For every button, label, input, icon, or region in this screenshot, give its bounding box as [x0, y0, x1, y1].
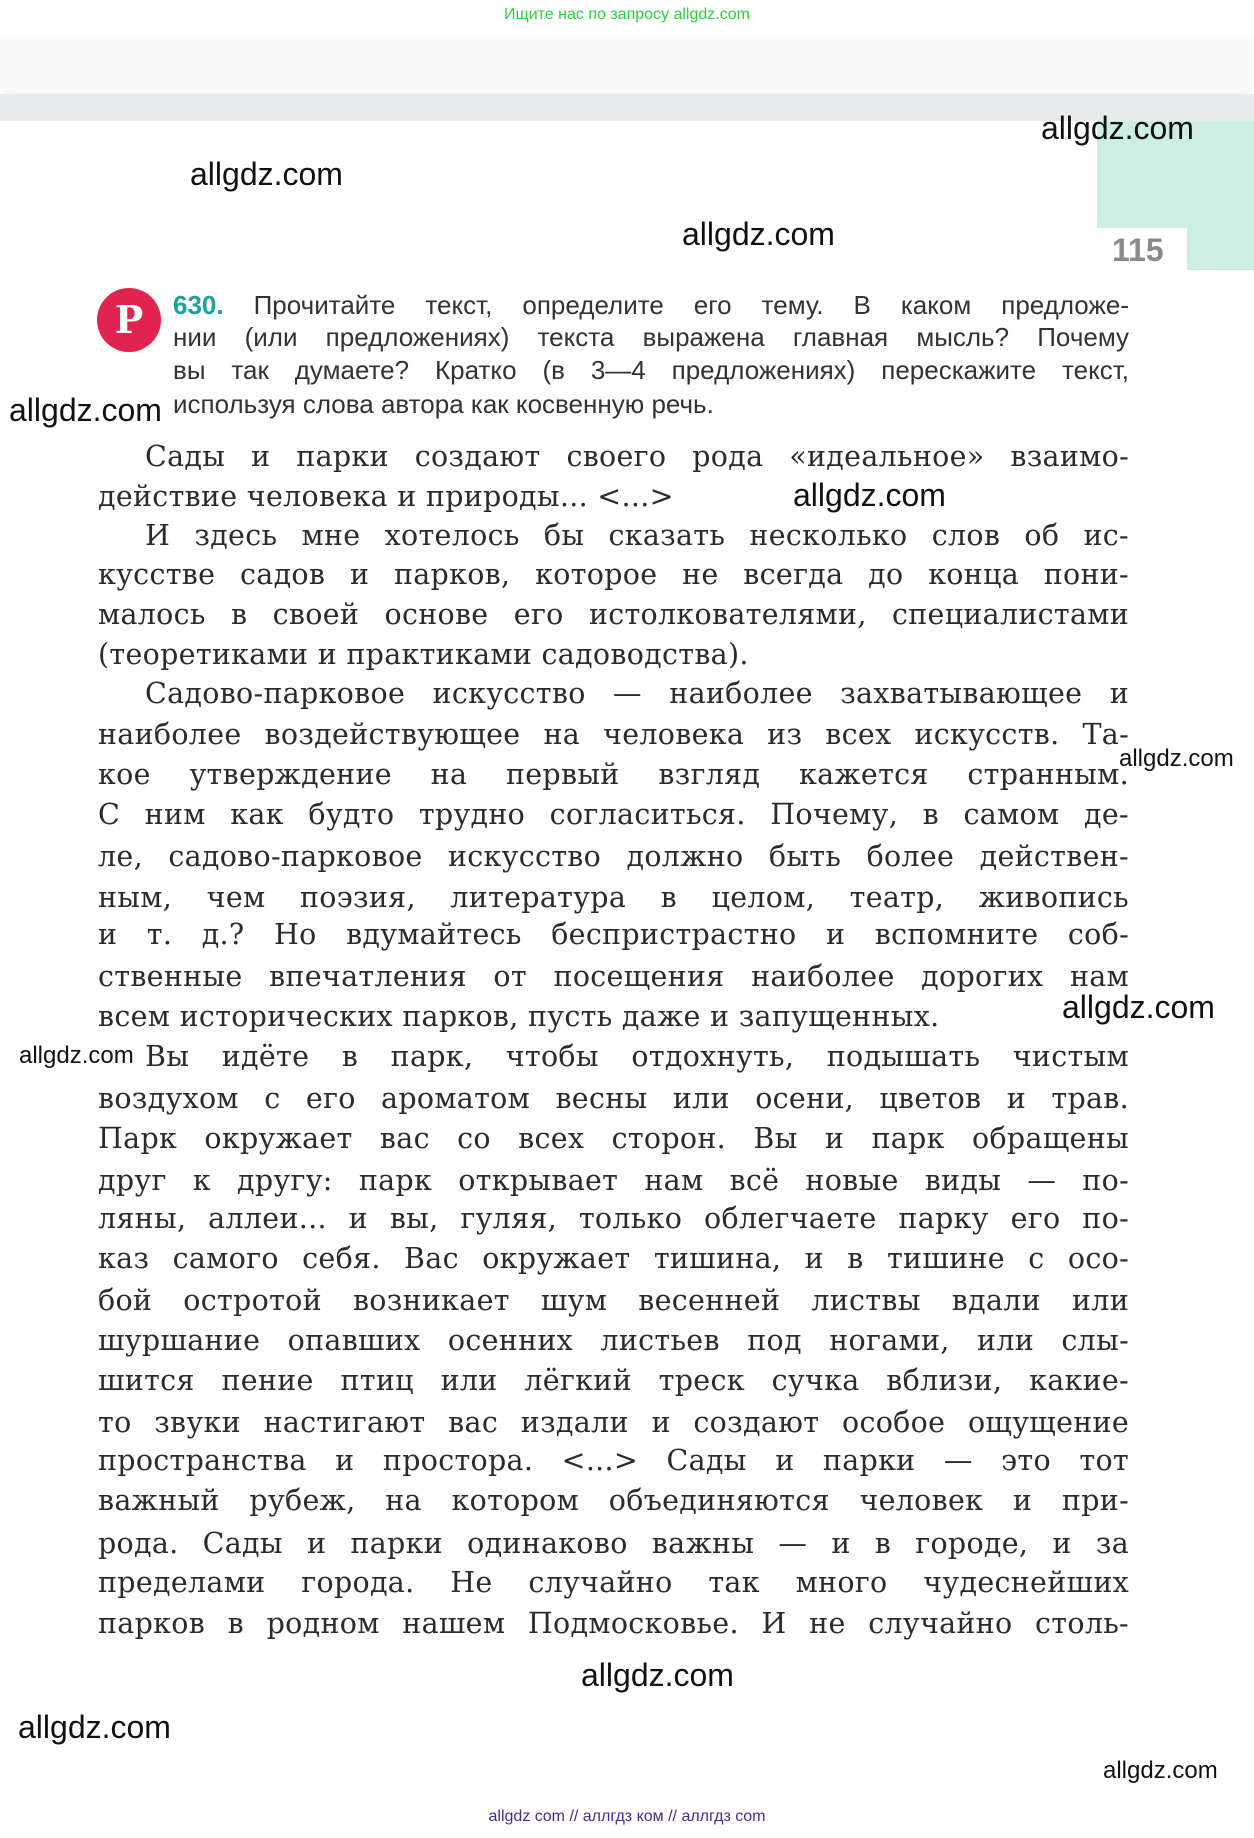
text-line: друг к другу: парк открывает нам всё новые виды — по-	[98, 1164, 1129, 1197]
text-line: наиболее воздействующее на человека из всех искусств. Та-	[98, 718, 1129, 751]
text-line: пределами города. Не случайно так много чудеснейших	[98, 1566, 1129, 1599]
exercise-badge-icon: P	[97, 288, 161, 352]
watermark: allgdz.com	[581, 1657, 734, 1693]
footer-links: allgdz com // аллгдз ком // аллгдз com	[488, 1808, 766, 1825]
text-line: воздухом с его ароматом весны или осени, цветов и трав.	[98, 1082, 1129, 1115]
text-line: шится пение птиц или лёгкий треск сучка вблизи, какие-	[98, 1364, 1129, 1397]
text-line: всем исторических парков, пусть даже и запущенных.	[98, 1000, 940, 1033]
text-line: важный рубеж, на котором объединяются человек и при-	[98, 1484, 1129, 1517]
text-line: ным, чем поэзия, литература в целом, театр, живопись	[98, 881, 1129, 914]
text-line: Вы идёте в парк, чтобы отдохнуть, подышать чистым	[145, 1040, 1129, 1073]
watermark: allgdz.com	[1062, 989, 1215, 1025]
text-line: (теоретиками и практиками садоводства).	[98, 638, 749, 671]
watermark: allgdz.com	[1103, 1757, 1218, 1784]
watermark: allgdz.com	[190, 156, 343, 192]
text-line: шуршание опавших осенних листьев под ногами, или слы-	[98, 1324, 1129, 1357]
text-line: малось в своей основе его истолкователями, специалистами	[98, 598, 1129, 631]
text-line: то звуки настигают вас издали и создают особое ощущение	[98, 1406, 1129, 1439]
task-line: вы так думаете? Кратко (в 3—4 предложениях) перескажите текст,	[173, 355, 1129, 385]
watermark: allgdz.com	[1119, 745, 1234, 772]
text-line: ляны, аллеи... и вы, гуляя, только облегчаете парку его по-	[98, 1202, 1129, 1235]
text-line: кое утверждение на первый взгляд кажется странным.	[98, 758, 1129, 791]
text-line: бой остротой возникает шум весенней листвы вдали или	[98, 1284, 1129, 1317]
watermark: allgdz.com	[1041, 110, 1194, 146]
text-line: каз самого себя. Вас окружает тишина, и в тишине с осо-	[98, 1242, 1129, 1275]
task-line	[173, 289, 1129, 321]
search-hint-banner: Ищите нас по запросу allgdz.com	[504, 6, 750, 23]
text-line: кусстве садов и парков, которое не всегда до конца пони-	[98, 558, 1129, 591]
page-number: 115	[1112, 232, 1164, 268]
watermark: allgdz.com	[682, 216, 835, 252]
text-line: ле, садово-парковое искусство должно быть более действен-	[98, 840, 1129, 873]
text-line: ственные впечатления от посещения наиболее дорогих нам	[98, 960, 1129, 993]
text-line: рода. Сады и парки одинаково важны — и в городе, и за	[98, 1527, 1129, 1560]
text-line: парков в родном нашем Подмосковье. И не случайно столь-	[98, 1607, 1129, 1640]
task-line: используя слова автора как косвенную речь.	[173, 389, 714, 419]
text-line: действие человека и природы... <...>	[98, 480, 674, 513]
watermark: allgdz.com	[18, 1709, 171, 1745]
text-line: Сады и парки создают своего рода «идеальное» взаимо-	[145, 440, 1129, 473]
text-line: пространства и простора. <...> Сады и парки — это тот	[98, 1444, 1129, 1477]
text-line: И здесь мне хотелось бы сказать несколько слов об ис-	[145, 519, 1129, 552]
task-number: 630.	[173, 290, 224, 320]
text-line: Садово-парковое искусство — наиболее захватывающее и	[145, 677, 1129, 710]
header-card	[0, 36, 1254, 92]
watermark: allgdz.com	[793, 477, 946, 513]
watermark: allgdz.com	[19, 1042, 134, 1069]
task-line: нии (или предложениях) текста выражена главная мысль? Почему	[173, 322, 1129, 352]
text-line: С ним как будто трудно согласиться. Почему, в самом де-	[98, 798, 1129, 831]
text-line: и т. д.? Но вдумайтесь беспристрастно и вспомните соб-	[98, 918, 1129, 951]
text-line: Парк окружает вас со всех сторон. Вы и парк обращены	[98, 1122, 1129, 1155]
watermark: allgdz.com	[9, 392, 162, 428]
task-line-text: Прочитайте текст, определите его тему. В каком предложе-	[253, 290, 1129, 320]
